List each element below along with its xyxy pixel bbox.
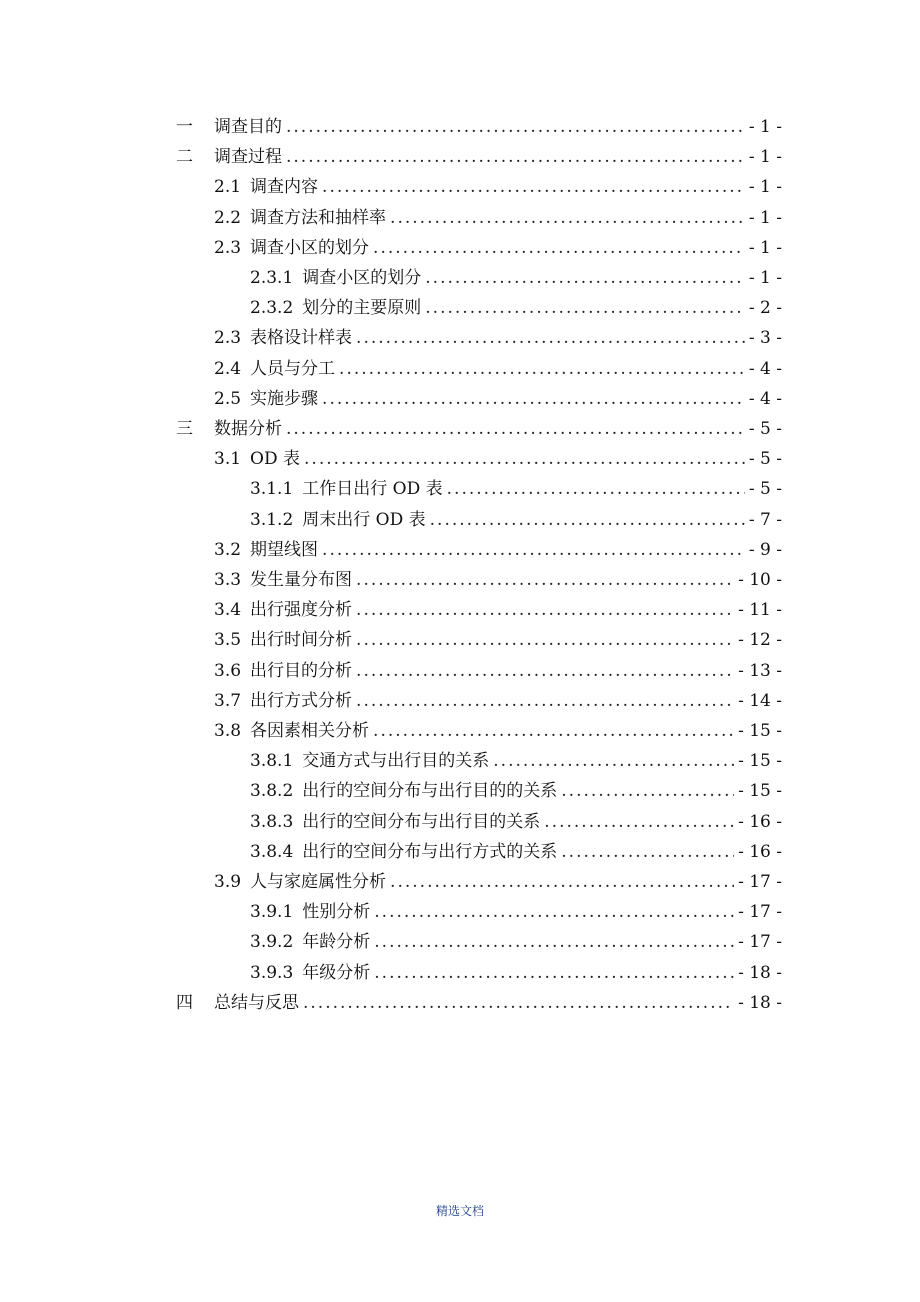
toc-entry-page: - 4 -	[748, 358, 782, 379]
toc-entry-title: 出行强度分析	[250, 600, 353, 621]
toc-entry-page: - 1 -	[748, 117, 782, 137]
toc-entry-number: 2.3.1	[250, 268, 294, 288]
toc-entry-title: 调查小区的划分	[250, 237, 370, 258]
toc-entry[interactable]	[0, 716, 920, 746]
toc-entry[interactable]	[0, 233, 920, 263]
toc-dot-leader	[322, 172, 745, 202]
toc-entry-number: 3.1.2	[250, 509, 294, 530]
toc-entry-title: 调查小区的划分	[302, 268, 422, 288]
toc-entry-page: - 1 -	[748, 147, 782, 168]
toc-entry[interactable]	[0, 837, 920, 867]
toc-entry[interactable]	[0, 595, 920, 625]
toc-entry-number: 3.9	[214, 872, 242, 892]
toc-dot-leader	[373, 233, 745, 263]
toc-entry[interactable]	[0, 323, 920, 353]
toc-entry-page: - 5 -	[748, 479, 782, 500]
toc-dot-leader	[430, 505, 745, 535]
toc-entry[interactable]	[0, 293, 920, 323]
toc-entry-number: 2.3.2	[250, 298, 294, 319]
toc-entry-title: 调查方法和抽样率	[250, 207, 387, 228]
toc-entry-number: 二	[176, 147, 193, 168]
toc-entry-page: - 18 -	[738, 962, 782, 983]
toc-entry-number: 一	[176, 117, 193, 137]
toc-entry-number: 2.1	[214, 177, 242, 198]
toc-entry[interactable]	[0, 112, 920, 142]
toc-entry-title: 调查内容	[250, 177, 319, 198]
toc-entry-page: - 2 -	[748, 298, 782, 319]
toc-dot-leader	[356, 625, 734, 655]
toc-dot-leader	[374, 958, 734, 988]
toc-entry-title: 人员与分工	[250, 358, 336, 379]
toc-dot-leader	[374, 927, 734, 957]
toc-entry-number: 四	[176, 992, 193, 1013]
toc-dot-leader	[561, 776, 734, 806]
toc-entry-page: - 13 -	[738, 660, 782, 681]
toc-dot-leader	[304, 444, 745, 474]
toc-entry[interactable]	[0, 474, 920, 504]
toc-entry-title: 周末出行 OD 表	[302, 509, 426, 530]
toc-entry-title: 年级分析	[302, 962, 371, 983]
toc-dot-leader	[544, 807, 734, 837]
toc-entry-title: 出行的空间分布与出行目的的关系	[302, 781, 558, 802]
toc-entry-number: 3.8	[214, 721, 242, 741]
toc-dot-leader	[390, 203, 745, 233]
toc-entry-page: - 11 -	[738, 600, 782, 621]
toc-entry-number: 2.3	[214, 237, 242, 258]
toc-entry[interactable]	[0, 867, 920, 897]
toc-dot-leader	[356, 656, 734, 686]
toc-entry-title: 总结与反思	[214, 992, 299, 1013]
toc-entry[interactable]	[0, 263, 920, 293]
page-footer: 精选文档	[435, 1204, 484, 1218]
toc-entry-title: 工作日出行 OD 表	[302, 479, 443, 500]
toc-dot-leader	[322, 384, 745, 414]
toc-dot-leader	[356, 565, 734, 595]
toc-entry-number: 3.8.1	[250, 751, 294, 772]
toc-entry-number: 3.5	[214, 630, 242, 651]
toc-entry-page: - 1 -	[748, 207, 782, 228]
toc-entry-page: - 15 -	[738, 751, 782, 772]
toc-entry-number: 3.8.4	[250, 841, 294, 862]
toc-entry-number: 3.2	[214, 539, 242, 560]
toc-entry[interactable]	[0, 384, 920, 414]
toc-entry-title: 调查目的	[214, 117, 282, 137]
toc-entry[interactable]	[0, 625, 920, 655]
toc-entry-number: 3.4	[214, 600, 242, 621]
toc-entry-number: 3.9.1	[250, 902, 294, 923]
toc-entry-number: 3.7	[214, 690, 242, 711]
toc-entry-title: 性别分析	[302, 902, 371, 923]
toc-entry-page: - 3 -	[748, 328, 782, 349]
toc-entry-page: - 10 -	[738, 570, 782, 590]
toc-entry-number: 2.5	[214, 388, 242, 409]
toc-entry-page: - 18 -	[738, 992, 782, 1013]
toc-dot-leader	[286, 112, 745, 142]
toc-entry[interactable]	[0, 354, 920, 384]
toc-entry-title: 各因素相关分析	[250, 721, 370, 741]
toc-entry[interactable]	[0, 505, 920, 535]
toc-dot-leader	[447, 474, 745, 504]
toc-dot-leader	[390, 867, 734, 897]
toc-entry[interactable]	[0, 414, 920, 444]
toc-dot-leader	[356, 595, 734, 625]
toc-entry-number: 3.1.1	[250, 479, 294, 500]
toc-entry-title: 出行时间分析	[250, 630, 353, 651]
toc-entry[interactable]	[0, 988, 920, 1018]
toc-dot-leader	[339, 354, 745, 384]
toc-entry-page: - 1 -	[748, 237, 782, 258]
toc-entry-title: 数据分析	[214, 419, 282, 439]
toc-entry-title: 人与家庭属性分析	[250, 872, 387, 892]
toc-entry-page: - 15 -	[738, 781, 782, 802]
toc-dot-leader	[425, 263, 745, 293]
toc-entry-number: 2.3	[214, 328, 242, 349]
toc-entry[interactable]	[0, 656, 920, 686]
toc-entry[interactable]	[0, 776, 920, 806]
toc-dot-leader	[356, 323, 745, 353]
toc-entry-page: - 12 -	[738, 630, 782, 651]
toc-dot-leader	[425, 293, 745, 323]
toc-dot-leader	[493, 746, 734, 776]
toc-entry[interactable]	[0, 565, 920, 595]
toc-entry-number: 2.2	[214, 207, 242, 228]
toc-entry-number: 3.3	[214, 570, 242, 590]
toc-dot-leader	[356, 686, 734, 716]
toc-entry-title: OD 表	[250, 449, 301, 470]
toc-entry-page: - 15 -	[738, 721, 782, 741]
toc-entry[interactable]	[0, 927, 920, 957]
toc-entry-page: - 16 -	[738, 811, 782, 832]
toc-entry[interactable]	[0, 172, 920, 202]
toc-entry[interactable]	[0, 444, 920, 474]
toc-entry[interactable]	[0, 535, 920, 565]
toc-entry-number: 3.9.3	[250, 962, 294, 983]
toc-dot-leader	[303, 988, 734, 1018]
toc-entry-title: 实施步骤	[250, 388, 319, 409]
toc-entry[interactable]	[0, 746, 920, 776]
toc-entry-number: 3.1	[214, 449, 242, 470]
toc-entry-title: 发生量分布图	[250, 570, 353, 590]
toc-dot-leader	[322, 535, 745, 565]
toc-dot-leader	[374, 897, 734, 927]
toc-entry-title: 调查过程	[214, 147, 282, 168]
toc-entry[interactable]	[0, 142, 920, 172]
toc-entry-title: 年龄分析	[302, 932, 371, 953]
toc-entry[interactable]	[0, 958, 920, 988]
toc-entry-page: - 17 -	[738, 872, 782, 892]
toc-entry-title: 划分的主要原则	[302, 298, 422, 319]
toc-dot-leader	[286, 414, 745, 444]
toc-entry-page: - 16 -	[738, 841, 782, 862]
toc-entry-page: - 4 -	[748, 388, 782, 409]
toc-entry-page: - 7 -	[748, 509, 782, 530]
toc-entry-title: 期望线图	[250, 539, 319, 560]
toc-entry-number: 3.8.3	[250, 811, 294, 832]
toc-entry-page: - 1 -	[748, 268, 782, 288]
toc-dot-leader	[561, 837, 734, 867]
toc-entry[interactable]	[0, 686, 920, 716]
toc-entry-title: 表格设计样表	[250, 328, 353, 349]
toc-entry-number: 三	[176, 419, 193, 439]
toc-dot-leader	[286, 142, 745, 172]
toc-entry-page: - 9 -	[748, 539, 782, 560]
toc-entry-title: 出行方式分析	[250, 690, 353, 711]
toc-entry-title: 出行目的分析	[250, 660, 353, 681]
toc-entry-page: - 1 -	[748, 177, 782, 198]
toc-entry[interactable]	[0, 203, 920, 233]
toc-entry-page: - 17 -	[738, 932, 782, 953]
toc-entry-number: 3.6	[214, 660, 242, 681]
toc-entry-title: 交通方式与出行目的关系	[302, 751, 490, 772]
toc-entry-page: - 5 -	[748, 419, 782, 439]
toc-entry-page: - 5 -	[748, 449, 782, 470]
toc-entry-page: - 14 -	[738, 690, 782, 711]
toc-entry-page: - 17 -	[738, 902, 782, 923]
toc-entry-number: 2.4	[214, 358, 242, 379]
toc-entry[interactable]	[0, 897, 920, 927]
toc-entry-number: 3.8.2	[250, 781, 294, 802]
toc-entry-title: 出行的空间分布与出行方式的关系	[302, 841, 558, 862]
toc-dot-leader	[373, 716, 734, 746]
toc-entry-number: 3.9.2	[250, 932, 294, 953]
toc-entry[interactable]	[0, 807, 920, 837]
toc-entry-title: 出行的空间分布与出行目的关系	[302, 811, 541, 832]
